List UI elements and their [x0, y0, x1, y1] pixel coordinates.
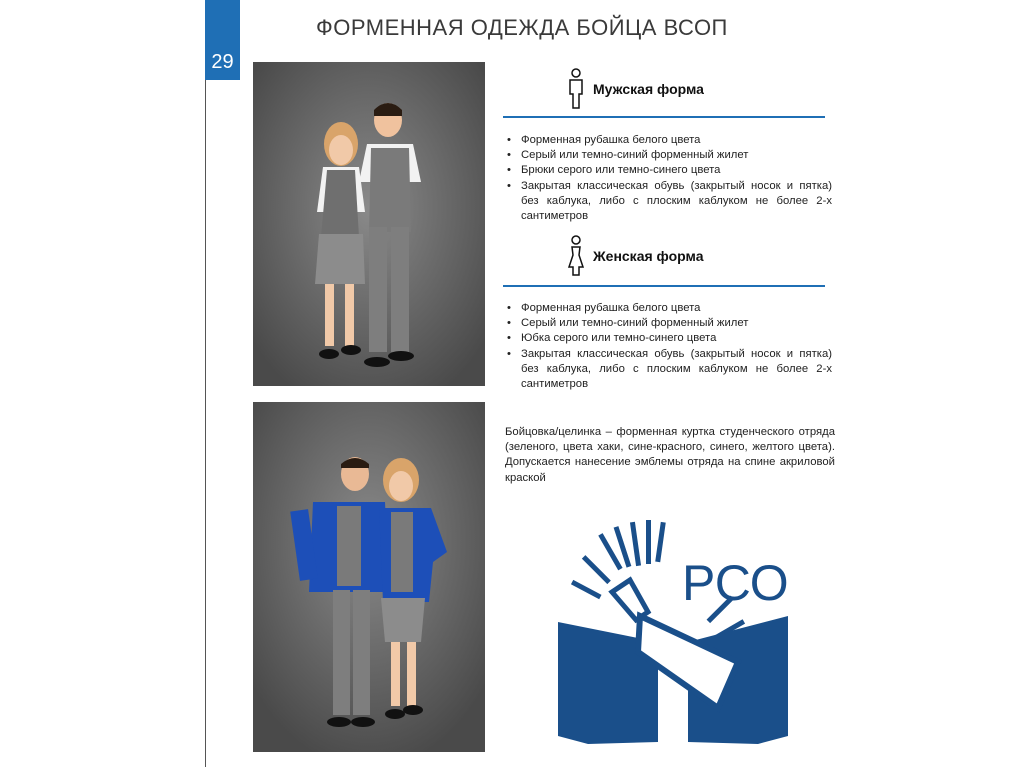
male-figure-icon	[567, 68, 585, 110]
list-item: • Серый или темно-синий форменный жилет	[507, 316, 832, 331]
rso-logo	[548, 512, 798, 752]
page-number-badge	[205, 0, 240, 80]
uniform-photo-jackets	[253, 402, 485, 752]
uniform-photo-vests	[253, 62, 485, 386]
female-figure-icon	[567, 235, 585, 277]
list-item: • Закрытая классическая обувь (закрытый носок и пятка) без каблука, либо с плоским каблуком не более 2-х сантиметров	[507, 347, 832, 393]
list-item: • Юбка серого или темно-синего цвета	[507, 331, 832, 346]
female-section-rule	[503, 285, 825, 287]
female-uniform-title: Женская форма	[593, 248, 704, 264]
male-section-rule	[503, 116, 825, 118]
page-title: ФОРМЕННАЯ ОДЕЖДА БОЙЦА ВСОП	[316, 15, 728, 40]
rso-logo-text: РСО	[682, 555, 789, 611]
male-uniform-list	[507, 133, 832, 224]
page-number: 29	[211, 51, 234, 73]
list-item: • Форменная рубашка белого цвета	[507, 301, 832, 316]
female-uniform-list	[507, 301, 832, 392]
jacket-description: Бойцовка/целинка – форменная куртка студенческого отряда (зеленого, цвета хаки, сине-красного, синего, желтого цвета). Допускается нанесение эмблемы отряда на спине акриловой краской	[505, 426, 835, 484]
male-uniform-heading	[567, 68, 704, 110]
list-item: • Брюки серого или темно-синего цвета	[507, 163, 832, 178]
female-uniform-heading	[567, 235, 703, 277]
left-margin-rule	[205, 0, 206, 767]
list-item: • Форменная рубашка белого цвета	[507, 133, 832, 148]
list-item: • Закрытая классическая обувь (закрытый носок и пятка) без каблука, либо с плоским каблуком не более 2-х сантиметров	[507, 179, 832, 225]
list-item: • Серый или темно-синий форменный жилет	[507, 148, 832, 163]
male-uniform-title: Мужская форма	[593, 81, 704, 97]
